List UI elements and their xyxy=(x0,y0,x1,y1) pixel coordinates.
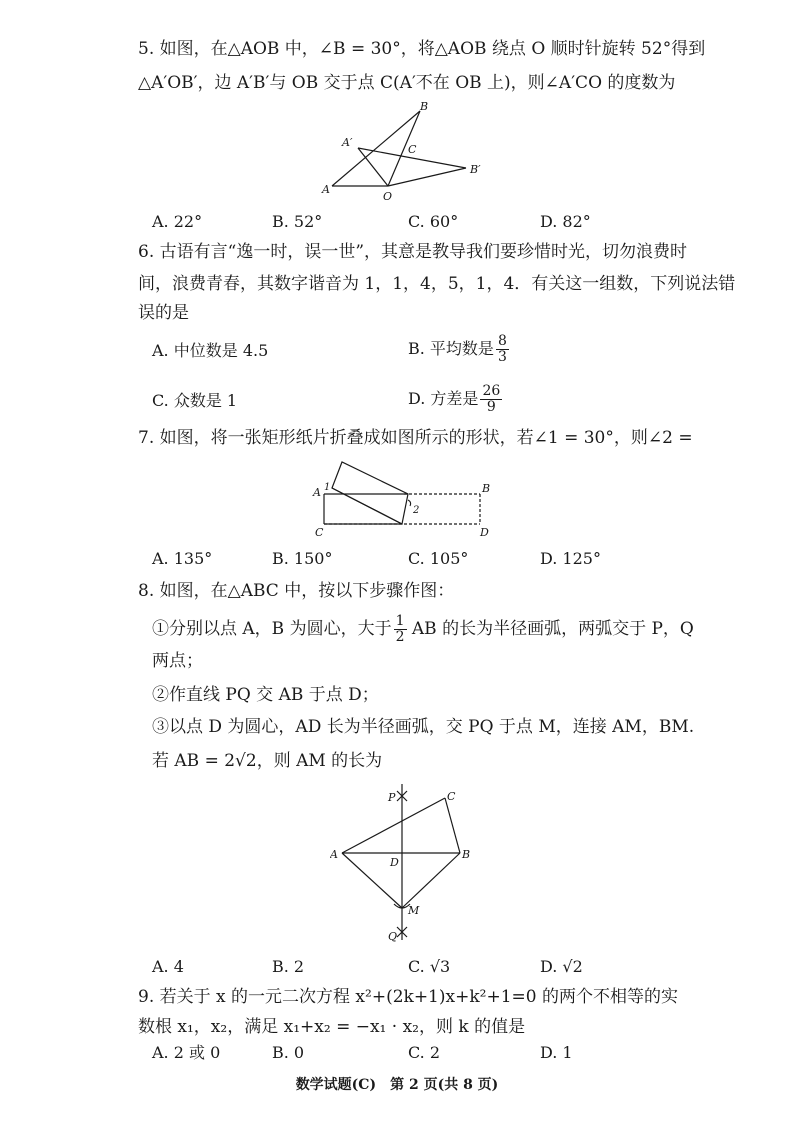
q9-option-d: D. 1 xyxy=(540,1043,573,1062)
fraction-numerator: 8 xyxy=(497,333,507,349)
fraction-numerator: 26 xyxy=(482,383,501,399)
q7-label-angle1: 1 xyxy=(324,482,331,493)
q8-step1-text-a: ①分别以点 A，B 为圆心，大于 xyxy=(152,619,392,639)
q7-label-B: B xyxy=(482,482,491,495)
q9-stem-line1: 9. 若关于 x 的一元二次方程 x²+(2k+1)x+k²+1=0 的两个不相等的实 xyxy=(138,987,678,1007)
q9-option-b: B. 0 xyxy=(272,1043,305,1062)
q6-option-b-text: B. 平均数是 xyxy=(408,339,494,358)
q8-step2: ②作直线 PQ 交 AB 于点 D； xyxy=(152,685,379,705)
q5-label-B1: B′ xyxy=(470,163,481,176)
q5-stem-line2: △A′OB′，边 A′B′与 OB 交于点 C(A′不在 OB 上)，则∠A′CO 的度数为 xyxy=(138,73,676,93)
q8-step1-text-b: AB 的长为半径画弧，两弧交于 P，Q xyxy=(411,619,694,639)
q7-stem-line1: 7. 如图，将一张矩形纸片折叠成如图所示的形状，若∠1 = 30°，则∠2 = xyxy=(138,428,693,448)
q7-figure xyxy=(308,458,498,544)
fraction-denominator: 9 xyxy=(486,399,496,415)
q7-label-C: C xyxy=(315,526,324,539)
q7-option-c: C. 105° xyxy=(408,549,469,568)
q8-step1-cont: 两点； xyxy=(152,651,203,671)
q8-step1 xyxy=(152,614,694,645)
q5-label-A: A xyxy=(322,183,330,196)
q8-condition: 若 AB = 2√2，则 AM 的长为 xyxy=(152,751,383,771)
q7-folded-flap xyxy=(332,462,408,524)
q8-half-fraction xyxy=(394,614,407,645)
q8-label-A: A xyxy=(330,848,338,861)
q6-option-a: A. 中位数是 4.5 xyxy=(152,341,269,360)
q5-label-O: O xyxy=(383,190,393,203)
q8-option-a: A. 4 xyxy=(152,957,184,976)
q5-option-d: D. 82° xyxy=(540,212,591,231)
q5-figure xyxy=(318,98,498,206)
q8-option-b: B. 2 xyxy=(272,957,305,976)
q5-label-A1: A′ xyxy=(342,136,353,149)
q8-label-P: P xyxy=(388,791,396,804)
q5-label-C: C xyxy=(408,143,417,156)
q8-label-C: C xyxy=(447,790,456,803)
q8-label-Q: Q xyxy=(388,930,398,943)
q8-segment-CB xyxy=(445,798,460,853)
q9-stem-line2: 数根 x₁，x₂，满足 x₁+x₂ = −x₁ · x₂，则 k 的值是 xyxy=(138,1017,526,1037)
q6-stem-line2: 间，浪费青春，其数字谐音为 1，1，4，5，1，4．有关这一组数，下列说法错 xyxy=(138,274,736,294)
q6-option-d xyxy=(408,384,502,415)
q5-option-b: B. 52° xyxy=(272,212,323,231)
q7-label-A: A xyxy=(313,486,321,499)
q6-option-d-fraction xyxy=(480,384,502,415)
fraction-denominator: 2 xyxy=(395,629,405,645)
q5-stem-line1: 5. 如图，在△AOB 中，∠B = 30°，将△AOB 绕点 O 顺时针旋转 52°得到 xyxy=(138,39,706,59)
q8-step3: ③以点 D 为圆心，AD 长为半径画弧，交 PQ 于点 M，连接 AM，BM. xyxy=(152,717,695,737)
q7-label-angle2: 2 xyxy=(413,505,420,516)
q8-option-d: D. √2 xyxy=(540,957,583,976)
q8-label-M: M xyxy=(408,904,420,917)
fraction-numerator: 1 xyxy=(395,613,405,629)
q9-option-a: A. 2 或 0 xyxy=(152,1043,221,1062)
q8-stem-line1: 8. 如图，在△ABC 中，按以下步骤作图： xyxy=(138,581,455,601)
q6-option-d-text: D. 方差是 xyxy=(408,389,479,408)
q8-option-c: C. √3 xyxy=(408,957,451,976)
q7-label-D: D xyxy=(480,526,489,539)
q5-option-a: A. 22° xyxy=(152,212,203,231)
q5-label-B: B xyxy=(420,100,429,113)
q6-stem-line1: 6. 古语有言“逸一时，误一世”，其意是教导我们要珍惜时光，切勿浪费时 xyxy=(138,242,688,262)
q6-option-b-fraction xyxy=(496,334,509,365)
q7-option-a: A. 135° xyxy=(152,549,213,568)
q7-option-d: D. 125° xyxy=(540,549,601,568)
q5-segment-A1O xyxy=(358,148,388,186)
fraction-denominator: 3 xyxy=(497,349,507,365)
q7-angle-2-arc xyxy=(408,500,411,506)
q8-label-B: B xyxy=(462,848,471,861)
q5-option-c: C. 60° xyxy=(408,212,459,231)
q8-segment-AC xyxy=(342,798,445,853)
q8-figure xyxy=(330,780,480,946)
q5-segment-OB1 xyxy=(388,168,466,186)
q7-option-b: B. 150° xyxy=(272,549,333,568)
q6-option-b xyxy=(408,334,509,365)
q8-segment-BM xyxy=(402,853,460,908)
page-footer: 数学试题(C) 第 2 页(共 8 页) xyxy=(295,1077,499,1093)
q8-label-D: D xyxy=(390,856,399,869)
q6-stem-line3: 误的是 xyxy=(138,303,189,323)
q9-option-c: C. 2 xyxy=(408,1043,441,1062)
q6-option-c: C. 众数是 1 xyxy=(152,391,238,410)
